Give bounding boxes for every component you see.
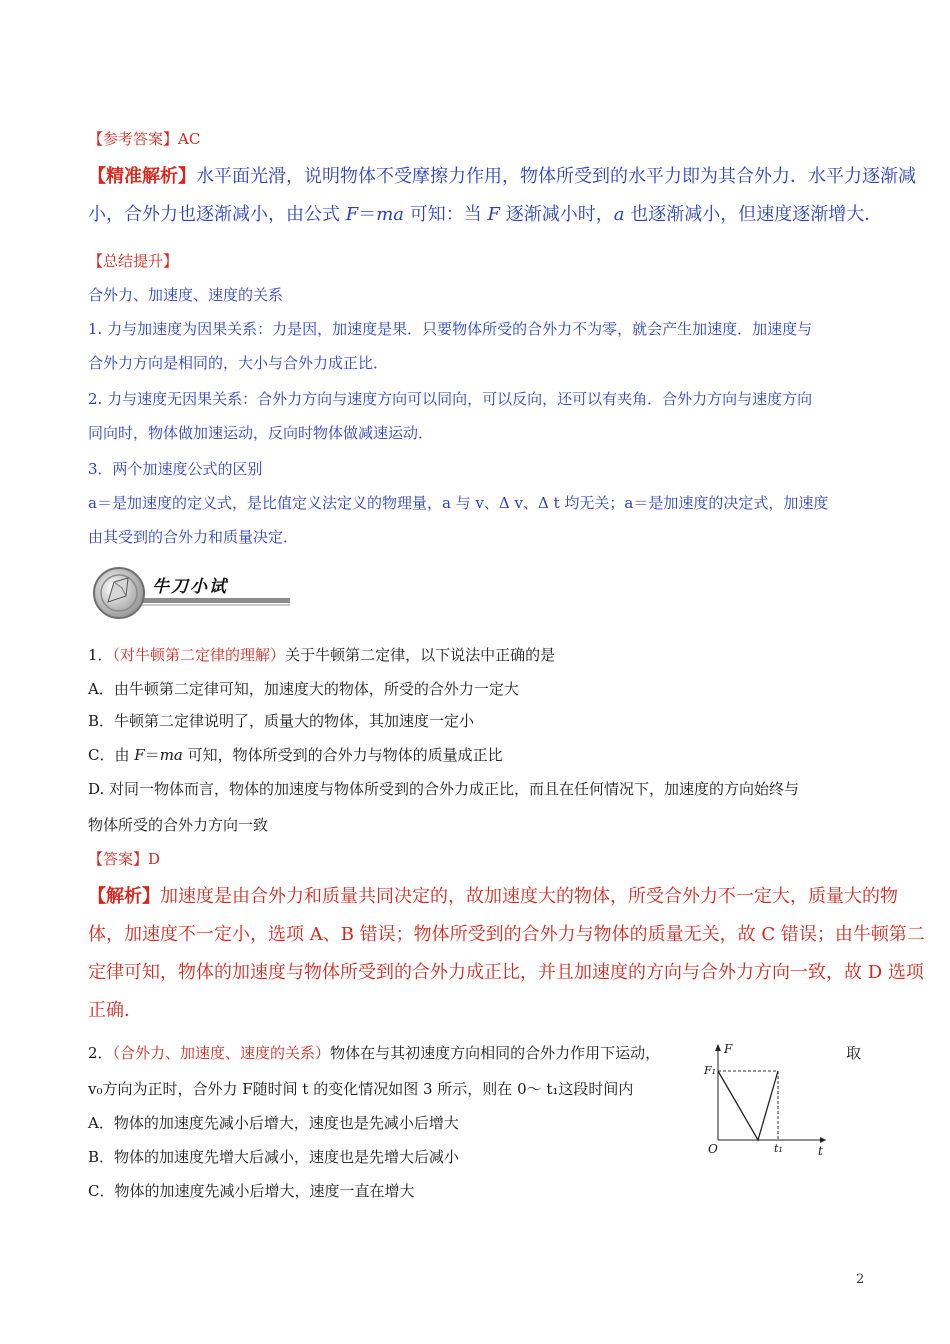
q1-optc-ma: ma [159,746,183,764]
analysis1-t-e: 也逐渐减小，但速度逐渐增大． [624,204,883,225]
q2-stem-line2: v₀方向为正时，合外力 F随时间 t 的变化情况如图 3 所示，则在 0～ t₁这段时间内 [88,1080,634,1098]
q1-answer-label: 【答案】 [88,850,149,868]
summary-p3-line1: a＝是加速度的定义式，是比值定义法定义的物理量，a 与 v、Δ v、Δ t 均无关；a＝是加速度的决定式，加速度 [88,494,829,512]
t1-label: t₁ [774,1142,783,1155]
force-curve [718,1071,778,1140]
q1-stem-text: 关于牛顿第二定律，以下说法中正确的是 [285,646,556,664]
ref-answer-value: AC [178,130,201,148]
q2-tag: （合外力、加速度、速度的关系） [112,1044,331,1062]
axis-label-f: F [724,1042,733,1056]
q1-analysis-line3: 定律可知，物体的加速度与物体所受到的合外力成正比，并且加速度的方向与合外力方向一致，故 D 选项 [88,962,924,983]
q2-option-a: A．物体的加速度先减小后增大，速度也是先减小后增大 [88,1114,459,1132]
q1-option-a: A．由牛顿第二定律可知，加速度大的物体，所受的合外力一定大 [88,680,519,698]
force-time-figure [700,1040,830,1160]
force-time-graph [700,1040,830,1160]
q1-option-d-line2: 物体所受的合外力方向一致 [88,816,269,834]
q1-answer [88,848,160,869]
banner-title: 牛刀小试 [152,577,228,597]
x-axis-arrow [820,1137,826,1143]
q1-analysis-line4: 正确． [88,1000,142,1021]
analysis1-t-F2: F [487,204,500,225]
q1-analysis-text1: 加速度是由合外力和质量共同决定的，故加速度大的物体，所受合外力不一定大，质量大的物 [160,886,898,907]
analysis1-text1: 水平面光滑，说明物体不受摩擦力作用，物体所受到的水平力即为其合外力．水平力逐渐减 [196,166,916,187]
analysis1-line1 [88,162,916,188]
axis-label-t: t [818,1144,823,1158]
ref-answer-label: 【参考答案】 [88,130,179,148]
section-banner [92,566,292,620]
q1-analysis-line1 [88,882,898,908]
page-number: 2 [856,1272,865,1287]
q1-number: 1． [88,646,113,664]
q1-optc-c: 可知，物体所受到的合外力与物体的质量成正比 [182,746,503,764]
summary-label: 【总结提升】 [88,252,179,270]
q2-option-c: C．物体的加速度先减小后增大，速度一直在增大 [88,1182,415,1200]
q1-optc-F: F [134,746,145,764]
summary-p1-line1: 1. 力与加速度为因果关系：力是因，加速度是果．只要物体所受的合外力不为零，就会产生加速度．加速度与 [88,320,813,338]
y-axis-arrow [715,1044,721,1051]
analysis1-t-c: 可知：当 [404,204,488,225]
analysis1-line2 [88,200,882,226]
analysis1-t-F: F [345,204,359,225]
summary-p3-title: 3．两个加速度公式的区别 [88,460,263,478]
q2-stem-line1 [88,1042,660,1063]
q1-analysis-label: 【解析】 [88,886,160,907]
q1-optc-a: C．由 [88,746,135,764]
q1-option-d-line1: D. 对同一物体而言，物体的加速度与物体所受到的合外力成正比，而且在任何情况下，加速度的方向始终与 [88,780,800,798]
analysis1-t-ma: ma [376,204,405,225]
q1-option-c [88,744,503,765]
summary-p2-line1: 2. 力与速度无因果关系：合外力方向与速度方向可以同向，可以反向，还可以有夹角．合外力方向与速度方向 [88,390,813,408]
summary-title: 合外力、加速度、速度的关系 [88,286,284,304]
analysis1-t-b: ＝ [358,204,377,225]
q1-stem [88,644,555,665]
summary-p3-line2: 由其受到的合外力和质量决定． [88,528,299,546]
q1-option-b: B．牛顿第二定律说明了，质量大的物体，其加速度一定小 [88,712,475,730]
q1-tag: （对牛顿第二定律的理解） [112,646,286,664]
q2-number: 2． [88,1044,113,1062]
q1-optc-b: ＝ [144,746,160,764]
q2-stem-text1: 物体在与其初速度方向相同的合外力作用下运动， [330,1044,661,1062]
q2-stem-line1-end: 取 [846,1044,862,1062]
analysis1-t-a: 小，合外力也逐渐减小，由公式 [88,204,346,225]
origin-label: O [708,1142,718,1156]
summary-p1-line2: 合外力方向是相同的，大小与合外力成正比． [88,354,389,372]
q2-option-b: B．物体的加速度先增大后减小，速度也是先增大后减小 [88,1148,460,1166]
q1-analysis-line2: 体，加速度不一定小，选项 A、B 错误；物体所受到的合外力与物体的质量无关，故 C 错误；由牛顿第二 [88,924,925,945]
q1-answer-value: D [148,850,161,868]
summary-p2-line2: 同向时，物体做加速运动，反向时物体做减速运动． [88,424,434,442]
analysis1-label: 【精准解析】 [88,166,196,187]
ref-answer [88,128,200,149]
analysis1-t-a2: a [613,204,625,225]
analysis1-t-d: 逐渐减小时， [500,204,614,225]
f1-label: F₁ [704,1064,717,1077]
